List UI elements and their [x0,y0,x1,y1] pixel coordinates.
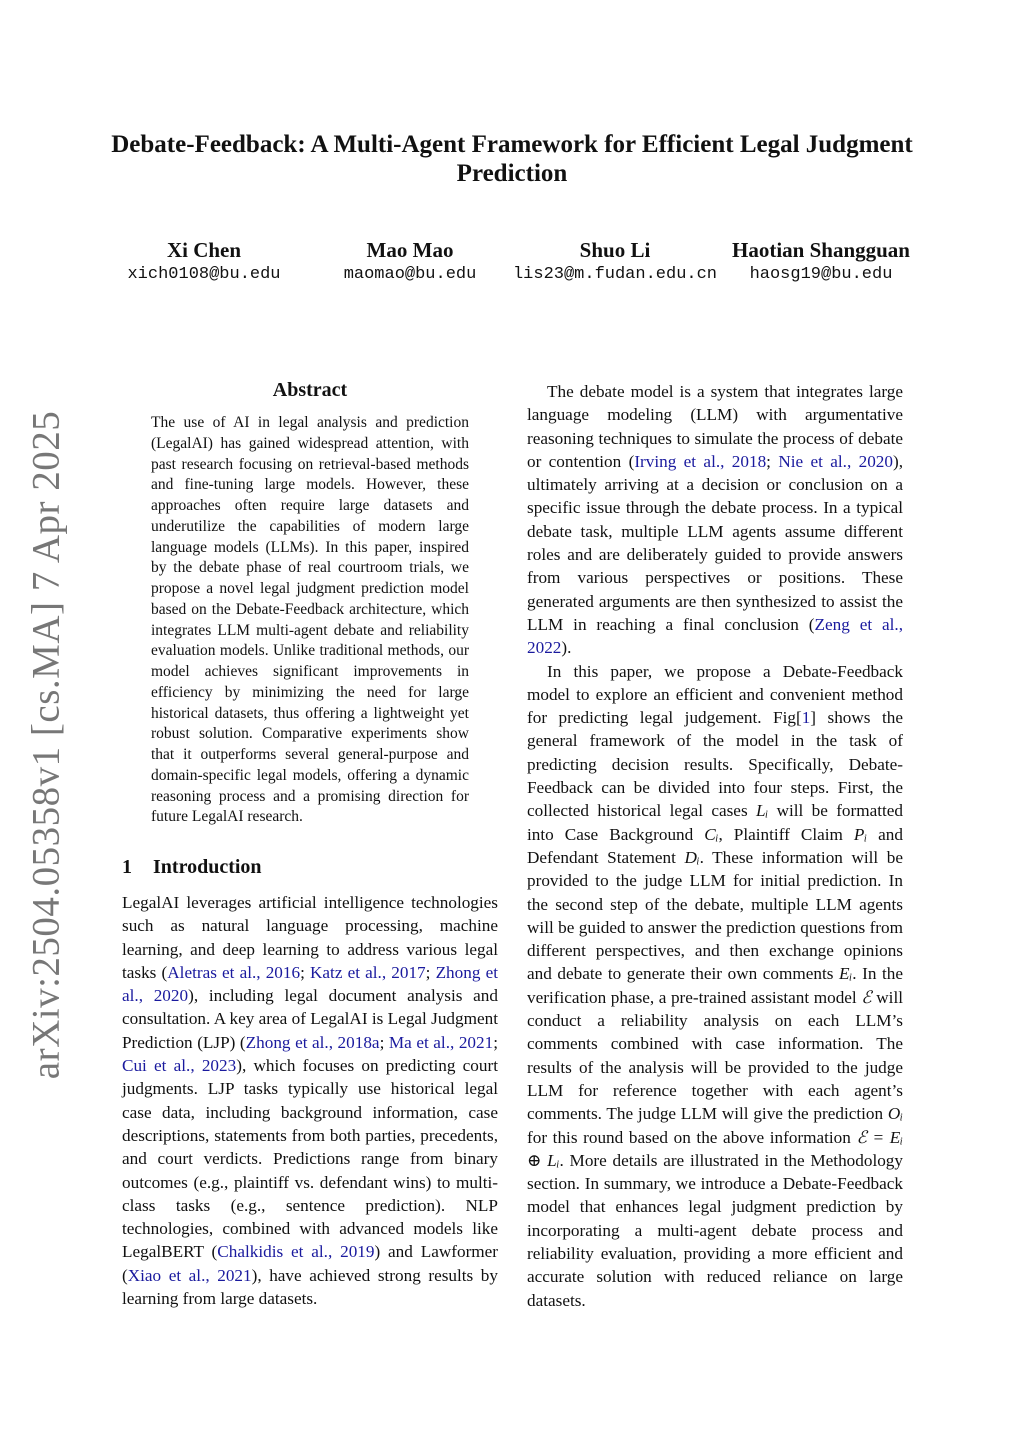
body-text-run: ; [300,962,310,982]
section-number: 1 [122,856,132,878]
body-text-run: ; [493,1032,498,1052]
citation-link[interactable]: Nie et al., 2020 [778,451,893,471]
body-text-run: . These information will be provided to the judge LLM for initial prediction. In the second step of the debate, multiple LLM agents will be guided to answer the prediction questions from different perspectives, and then exchange opinions and debate to generate their own comments [527,847,903,984]
figure-reference-link[interactable]: 1 [801,708,811,728]
author-block [335,237,485,287]
citation-link[interactable]: Zhong et al., 2018a [245,1032,380,1052]
section-heading [122,856,262,879]
author-name: Mao Mao [366,238,454,262]
abstract-heading: Abstract [272,379,348,401]
arxiv-side-label [18,410,74,1080]
body-text-run: . In the verification phase, a pre-trained assistant model [527,964,903,1007]
math-symbol: Lᵢ [755,801,769,821]
left-column [122,891,498,1310]
citation-link[interactable]: Aletras et al., 2016 [167,962,301,982]
body-text-run: and Defendant Statement [527,824,903,867]
author-block [124,237,284,287]
body-text-run: , Plaintiff Claim [718,824,854,844]
math-symbol: Eᵢ [839,964,853,984]
math-symbol: Cᵢ [704,824,719,844]
body-text-run: ; [766,451,779,471]
author-block [728,237,914,287]
citation-link[interactable]: Zeng et al., 2022 [527,614,903,658]
body-text-run: will conduct a reliability analysis on each LLM’s comments combined with case information. The results of the analysis will be provided to the judge LLM for reference together with each agent’s comments. The judge LLM will give the prediction [527,987,903,1124]
author-email: xich0108@bu.edu [127,265,281,284]
body-text-run: ; [425,962,436,982]
body-text-run: ] shows the general framework of the model in the task of predicting decision results. Specifically, Debate-Feedback can be divided into four steps. First, the collected historical legal cases [527,708,904,821]
citation-link[interactable]: Zhong et al., 2020 [122,962,498,1006]
body-text-run: ; [379,1032,389,1052]
citation-link[interactable]: Xiao et al., 2021 [127,1265,252,1285]
citation-link[interactable]: Irving et al., 2018 [634,451,767,471]
abstract-text: The use of AI in legal analysis and prediction (LegalAI) has gained widespread attention, with past research focusing on retrieval-based methods and fine-tuning large models. However, these approaches often require large datasets and underutilize the capabilities of modern large language models (LLMs). In this paper, inspired by the debate phase of real courtroom trials, we propose a novel legal judgment prediction model based on the Debate-Feedback architecture, which integrates LLM multi-agent debate and reliability evaluation models. Unlike traditional methods, our model achieves significant improvements in efficiency by minimizing the need for large historical datasets, thus offering a lightweight yet robust solution. Comparative experiments show that it outperforms several general-purpose and domain-specific legal models, offering a dynamic reasoning process and a promising direction for future LegalAI research. [151,414,469,826]
body-text-run: ), ultimately arriving at a decision or conclusion on a specific issue through the debate process. In a typical debate task, multiple LLM agents assume different roles and are deliberately guided to provide answers from various perspectives or positions. These generated arguments are then synthesized to assist the LLM in reaching a final conclusion ( [527,451,904,634]
citation-link[interactable]: Ma et al., 2021 [388,1032,494,1052]
author-block [505,237,725,287]
body-text-run: ), have achieved strong results by learning from large datasets. [122,1265,498,1309]
body-text-run: for this round based on the above information [527,1127,857,1147]
author-email: maomao@bu.edu [343,265,477,284]
math-symbol: Dᵢ [684,847,700,867]
body-text-run: LegalAI leverages artificial intelligence technologies such as natural language processing, machine learning, and deep learning to address various legal tasks ( [122,893,498,982]
section-title: Introduction [153,856,262,878]
right-column [527,380,903,1312]
body-text-run: In this paper, we propose a Debate-Feedback model to explore an efficient and convenient method for predicting legal judgement. Fig[ [527,661,903,728]
intro-paragraph-2 [527,380,903,660]
paper-title: Debate-Feedback: A Multi-Agent Framework for Efficient Legal Judgment Prediction [111,131,913,187]
body-text-run: ) and Lawformer ( [122,1242,499,1285]
author-name: Haotian Shangguan [732,238,910,262]
intro-paragraph-3 [527,660,903,1312]
author-email: lis23@m.fudan.edu.cn [512,265,718,284]
math-symbol: Pᵢ [853,824,868,844]
arxiv-identifier: arXiv:2504.05358v1 [cs.MA] 7 Apr 2025 [24,410,68,1080]
author-name: Shuo Li [579,238,651,262]
math-equation: ℰ = Eᵢ ⊕ Lᵢ [527,1127,903,1170]
citation-link[interactable]: Katz et al., 2017 [310,962,426,982]
citation-link[interactable]: Chalkidis et al., 2019 [217,1242,375,1262]
author-email: haosg19@bu.edu [749,265,893,284]
citation-link[interactable]: Cui et al., 2023 [122,1056,237,1076]
math-symbol: Oᵢ [887,1104,903,1124]
body-text-run: ). [561,638,572,658]
intro-paragraph-1 [122,891,498,1310]
body-text-run: . More details are illustrated in the Methodology section. In summary, we introduce a Debate-Feedback model that enhances legal judgment prediction by incorporating a multi-agent debate process and reliability evaluation, providing a more efficient and accurate solution with reduced reliance on large datasets. [527,1150,903,1310]
author-name: Xi Chen [166,238,242,262]
math-symbol: ℰ [861,987,872,1007]
body-text-run: will be formatted into Case Background [527,801,903,844]
body-text-run: ), including legal document analysis and consultation. A key area of LegalAI is Legal Judgment Prediction (LJP) ( [122,986,498,1052]
body-text-run: The debate model is a system that integrates large language modeling (LLM) with argumentative reasoning techniques to simulate the process of debate or contention ( [527,382,903,471]
body-text-run: ), which focuses on predicting court judgments. LJP tasks typically use historical legal case data, including background information, case descriptions, statements from both parties, precedents, and court verdicts. Predictions range from binary outcomes (e.g., plaintiff vs. defendant wins) to multi-class tasks (e.g., sentence prediction). NLP technologies, combined with advanced models like LegalBERT ( [122,1056,498,1262]
